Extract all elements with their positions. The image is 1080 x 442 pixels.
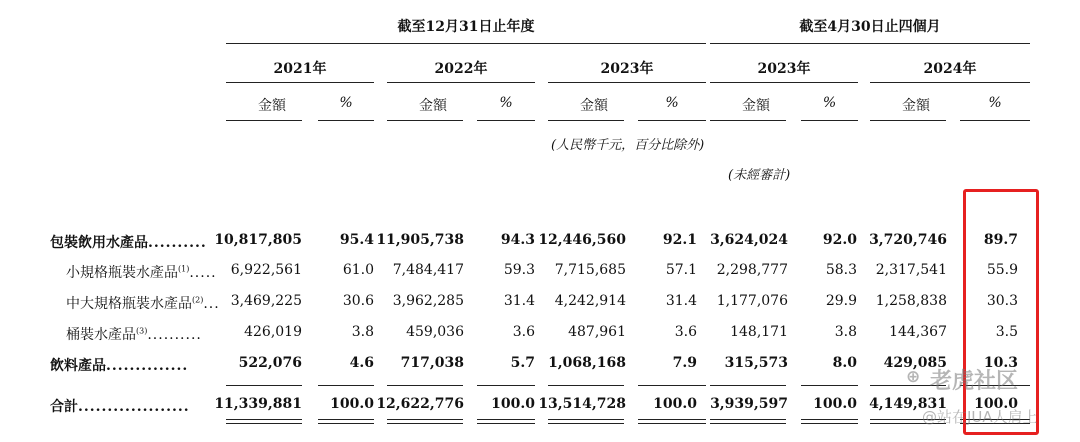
total-double-rule <box>477 423 535 424</box>
amount-cell: 4,149,831 <box>869 396 947 412</box>
subtotal-rule <box>226 385 302 386</box>
total-double-rule <box>387 423 463 424</box>
amount-cell: 3,962,285 <box>392 293 464 309</box>
amount-cell: 1,068,168 <box>548 355 626 371</box>
percent-cell: 5.7 <box>510 355 535 371</box>
percent-header: % <box>339 95 353 111</box>
unit-note: (人民幣千元，百分比除外) <box>551 138 705 153</box>
year-rule <box>387 82 535 83</box>
amount-cell: 12,446,560 <box>538 232 626 248</box>
year-2023-annual: 2023年 <box>600 61 654 77</box>
subheader-rule <box>387 120 463 121</box>
amount-cell: 1,258,838 <box>875 293 947 309</box>
row-leader-dots: .............. <box>106 358 189 374</box>
row-label-text: 包裝飲用水產品 <box>50 235 148 251</box>
percent-cell: 3.5 <box>995 324 1018 340</box>
amount-header: 金額 <box>580 98 608 114</box>
subheader-rule <box>318 120 374 121</box>
row-label <box>66 324 202 344</box>
amount-header: 金額 <box>419 98 447 114</box>
amount-cell: 2,317,541 <box>875 262 947 278</box>
percent-cell: 3.8 <box>351 324 374 340</box>
amount-cell: 315,573 <box>724 355 788 371</box>
subheader-rule <box>477 120 535 121</box>
row-footnote: (3) <box>136 326 148 336</box>
amount-cell: 144,367 <box>889 324 947 340</box>
amount-cell: 426,019 <box>244 324 302 340</box>
group-rule-annual <box>226 43 706 44</box>
subheader-rule <box>710 120 786 121</box>
row-leader-dots: .......... <box>148 235 207 251</box>
year-rule <box>710 82 858 83</box>
total-double-rule <box>387 419 463 420</box>
percent-cell: 100.0 <box>813 396 857 412</box>
percent-cell: 58.3 <box>825 262 857 278</box>
subheader-rule <box>801 120 858 121</box>
amount-cell: 459,036 <box>406 324 464 340</box>
total-double-rule <box>548 419 624 420</box>
subheader-rule <box>226 120 302 121</box>
group-rule-four-months <box>710 43 1030 44</box>
amount-cell: 11,339,881 <box>214 396 302 412</box>
amount-header: 金額 <box>902 98 930 114</box>
subheader-rule <box>548 120 624 121</box>
year-2022: 2022年 <box>434 61 488 77</box>
amount-cell: 148,171 <box>730 324 788 340</box>
total-double-rule <box>477 419 535 420</box>
total-double-rule <box>548 423 624 424</box>
year-rule <box>226 82 374 83</box>
percent-cell: 31.4 <box>503 293 535 309</box>
amount-cell: 13,514,728 <box>538 396 626 412</box>
amount-cell: 12,622,776 <box>376 396 464 412</box>
watermark-logo-icon: ⊕ <box>906 367 921 387</box>
subtotal-rule <box>387 385 463 386</box>
row-label <box>50 396 190 416</box>
percent-cell: 31.4 <box>665 293 697 309</box>
total-double-rule <box>226 419 302 420</box>
amount-cell: 717,038 <box>400 355 464 371</box>
percent-header: % <box>822 95 837 111</box>
row-footnote: (2) <box>192 295 204 305</box>
percent-cell: 10.3 <box>983 355 1018 371</box>
row-leader-dots: .......... <box>147 327 202 343</box>
subtotal-rule <box>710 385 786 386</box>
total-double-rule <box>801 419 858 420</box>
subtotal-rule <box>318 385 374 386</box>
percent-header: % <box>665 95 679 111</box>
percent-cell: 92.0 <box>822 232 857 248</box>
subtotal-rule <box>477 385 535 386</box>
percent-cell: 8.0 <box>832 355 857 371</box>
percent-header: % <box>499 95 513 111</box>
row-footnote: (1) <box>178 264 190 274</box>
percent-cell: 92.1 <box>662 232 697 248</box>
total-double-rule <box>638 419 706 420</box>
total-double-rule <box>710 419 786 420</box>
percent-cell: 30.3 <box>986 293 1018 309</box>
percent-cell: 100.0 <box>330 396 374 412</box>
percent-cell: 59.3 <box>503 262 535 278</box>
percent-cell: 100.0 <box>974 396 1018 412</box>
percent-cell: 3.6 <box>674 324 697 340</box>
year-2024-4m: 2024年 <box>923 61 977 77</box>
unaudited-note: (未經審計) <box>728 168 791 183</box>
amount-cell: 4,242,914 <box>554 293 626 309</box>
subtotal-rule <box>548 385 624 386</box>
amount-cell: 3,469,225 <box>230 293 302 309</box>
row-label <box>50 232 207 252</box>
amount-cell: 6,922,561 <box>230 262 302 278</box>
amount-cell: 3,939,597 <box>710 396 788 412</box>
amount-cell: 7,484,417 <box>392 262 464 278</box>
row-leader-dots: ... <box>203 296 220 312</box>
amount-header: 金額 <box>742 98 770 114</box>
amount-cell: 2,298,777 <box>716 262 788 278</box>
row-label-text: 中大規格瓶裝水產品 <box>66 296 192 312</box>
percent-cell: 3.8 <box>834 324 857 340</box>
percent-cell: 100.0 <box>653 396 697 412</box>
percent-cell: 7.9 <box>672 355 697 371</box>
percent-cell: 95.4 <box>339 232 374 248</box>
watermark-logo: 老虎社区 <box>930 369 1019 394</box>
row-label-text: 桶裝水產品 <box>66 327 136 343</box>
total-double-rule <box>318 419 374 420</box>
total-double-rule <box>226 423 302 424</box>
subtotal-rule <box>638 385 706 386</box>
total-double-rule <box>318 423 374 424</box>
percent-cell: 4.6 <box>349 355 374 371</box>
percent-cell: 55.9 <box>986 262 1018 278</box>
subheader-rule <box>638 120 706 121</box>
amount-cell: 10,817,805 <box>214 232 302 248</box>
percent-cell: 100.0 <box>491 396 535 412</box>
amount-cell: 522,076 <box>238 355 302 371</box>
amount-cell: 3,624,024 <box>710 232 788 248</box>
amount-cell: 11,905,738 <box>376 232 464 248</box>
row-label-text: 飲料產品 <box>50 358 106 374</box>
row-leader-dots: ..... <box>189 265 217 281</box>
percent-cell: 29.9 <box>825 293 857 309</box>
row-label-text: 小規格瓶裝水產品 <box>66 265 178 281</box>
subtotal-rule <box>801 385 858 386</box>
row-label-text: 合計 <box>50 399 78 415</box>
total-double-rule <box>801 423 858 424</box>
amount-cell: 3,720,746 <box>869 232 947 248</box>
year-rule <box>870 82 1030 83</box>
row-label <box>50 355 188 375</box>
percent-cell: 89.7 <box>983 232 1018 248</box>
amount-cell: 487,961 <box>568 324 626 340</box>
row-leader-dots: ................... <box>78 399 190 415</box>
amount-cell: 1,177,076 <box>716 293 788 309</box>
amount-header: 金額 <box>258 98 286 114</box>
percent-cell: 94.3 <box>500 232 535 248</box>
subheader-rule <box>960 120 1030 121</box>
watermark-credit: @站在JUA人肩上 <box>922 408 1038 426</box>
group-header-four-months: 截至4月30日止四個月 <box>799 19 941 35</box>
group-header-annual: 截至12月31日止年度 <box>397 19 535 35</box>
subheader-rule <box>870 120 946 121</box>
year-2021: 2021年 <box>273 61 327 77</box>
total-double-rule <box>638 423 706 424</box>
year-rule <box>548 82 706 83</box>
percent-cell: 61.0 <box>342 262 374 278</box>
amount-cell: 7,715,685 <box>554 262 626 278</box>
highlight-box <box>963 189 1039 435</box>
percent-cell: 30.6 <box>342 293 374 309</box>
total-double-rule <box>710 423 786 424</box>
percent-cell: 57.1 <box>665 262 697 278</box>
percent-cell: 3.6 <box>512 324 535 340</box>
percent-header: % <box>988 95 1002 111</box>
year-2023-4m: 2023年 <box>757 61 811 77</box>
amount-cell: 429,085 <box>883 355 947 371</box>
